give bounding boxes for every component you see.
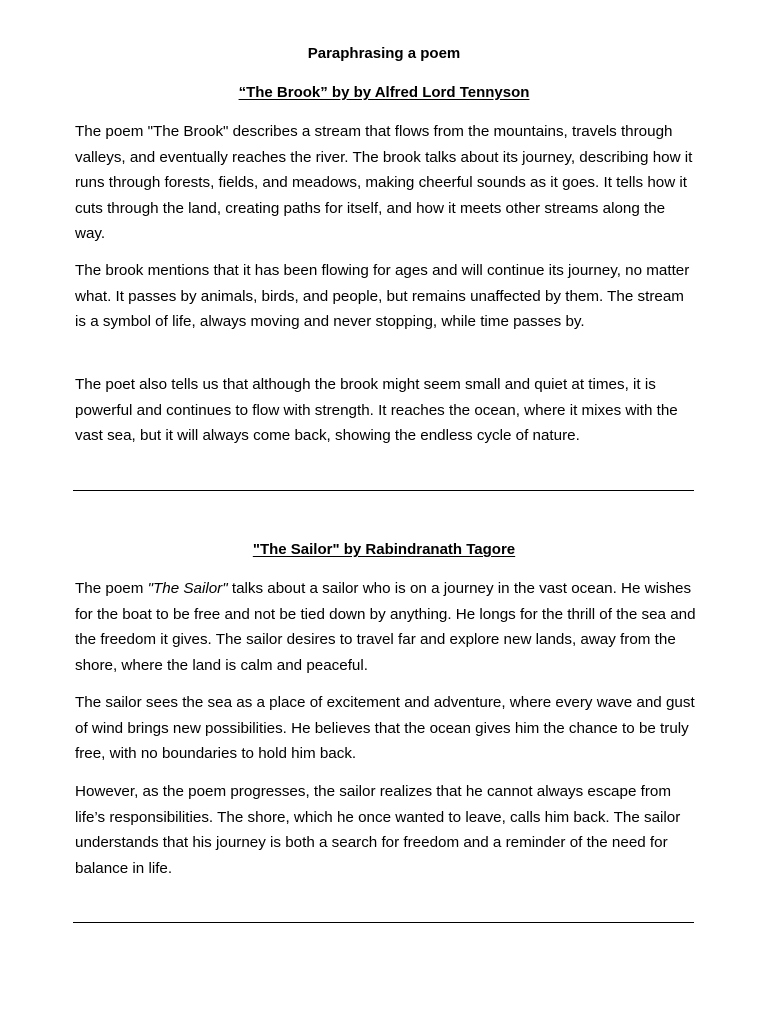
section-divider-1 [73, 490, 694, 491]
sailor-section-heading [0, 539, 768, 561]
sailor-paragraph-3: However, as the poem progresses, the sailor realizes that he cannot always escape from life’s responsibilities. The shore, which he once wanted to leave, calls him back. The sailor understands that his journey is both a search for freedom and a reminder of the need for balance in life. [75, 783, 681, 877]
brook-section-heading [0, 82, 768, 104]
document-title: Paraphrasing a poem [307, 45, 461, 62]
section-divider-2 [73, 922, 694, 923]
brook-heading-text: “The Brook” by by Alfred Lord Tennyson [238, 84, 530, 101]
brook-paragraph-2: The brook mentions that it has been flowing for ages and will continue its journey, no matter what. It passes by animals, birds, and people, but remains unaffected by them. The stream is a symbol of life, always moving and never stopping, while time passes by. [75, 262, 690, 330]
sailor-paragraph-2: The sailor sees the sea as a place of excitement and adventure, where every wave and gust of wind brings new possibilities. He believes that the ocean gives him the chance to be truly free, with no boundaries to hold him back. [75, 694, 695, 762]
sailor-heading-text: "The Sailor" by Rabindranath Tagore [252, 541, 516, 558]
sailor-intro-before: The poem [75, 580, 148, 597]
sailor-poem-title-italic: "The Sailor" [147, 580, 228, 597]
sailor-paragraph-1 [75, 576, 697, 678]
brook-paragraph-3: The poet also tells us that although the brook might seem small and quiet at times, it is powerful and continues to flow with strength. It reaches the ocean, where it mixes with the vast sea, but it will always come back, showing the endless cycle of nature. [75, 376, 678, 444]
brook-paragraph-1: The poem "The Brook" describes a stream that flows from the mountains, travels through valleys, and eventually reaches the river. The brook talks about its journey, describing how it runs through forests, fields, and meadows, making cheerful sounds as it goes. It tells how it cuts through the land, creating paths for itself, and how it meets other streams along the way. [75, 123, 693, 242]
sailor-intro-after: talks about a sailor who is on a journey in the vast ocean. He wishes for the boat to be free and not be tied down by anything. He longs for the thrill of the sea and the freedom it gives. The sailor desires to travel far and explore new lands, away from the shore, where the land is calm and peaceful. [75, 580, 696, 674]
